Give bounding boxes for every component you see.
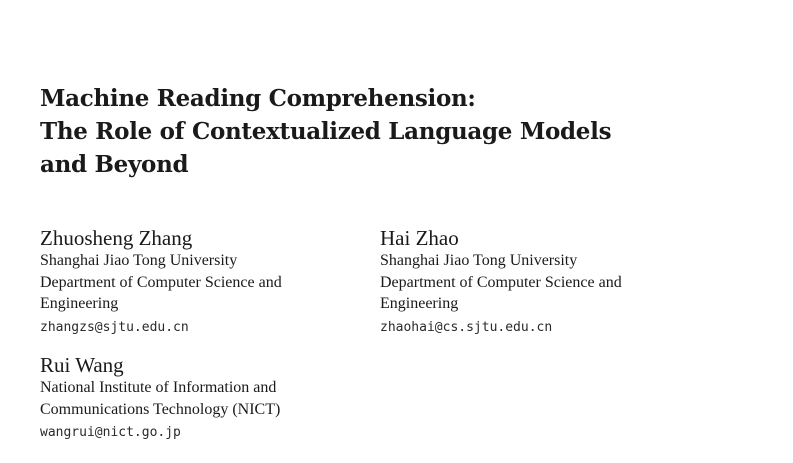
author-block-zhang bbox=[40, 226, 360, 338]
author-affiliation: Engineering bbox=[380, 295, 459, 312]
author-email: wangrui@nict.go.jp bbox=[40, 425, 181, 440]
title-line: and Beyond bbox=[40, 151, 189, 178]
author-affiliation: Shanghai Jiao Tong University bbox=[40, 252, 238, 269]
author-email: zhangzs@sjtu.edu.cn bbox=[40, 319, 189, 335]
author-name: Hai Zhao bbox=[380, 226, 459, 250]
title-line: Machine Reading Comprehension: bbox=[40, 85, 476, 112]
paper-title bbox=[40, 82, 740, 181]
author-affiliation: Department of Computer Science and bbox=[380, 273, 622, 291]
author-affiliation: Communications Technology (NICT) bbox=[40, 400, 281, 418]
title-line: The Role of Contextualized Language Models bbox=[40, 118, 612, 145]
author-email: zhaohai@cs.sjtu.edu.cn bbox=[380, 319, 553, 335]
author-affiliation: Department of Computer Science and bbox=[40, 273, 282, 291]
author-affiliation: Engineering bbox=[40, 295, 119, 312]
author-block-zhao bbox=[380, 226, 700, 338]
author-block-wang bbox=[40, 353, 360, 443]
author-affiliation: Shanghai Jiao Tong University bbox=[380, 252, 578, 269]
author-name: Zhuosheng Zhang bbox=[40, 226, 193, 250]
author-name: Rui Wang bbox=[40, 353, 124, 377]
author-affiliation: National Institute of Information and bbox=[40, 379, 277, 396]
